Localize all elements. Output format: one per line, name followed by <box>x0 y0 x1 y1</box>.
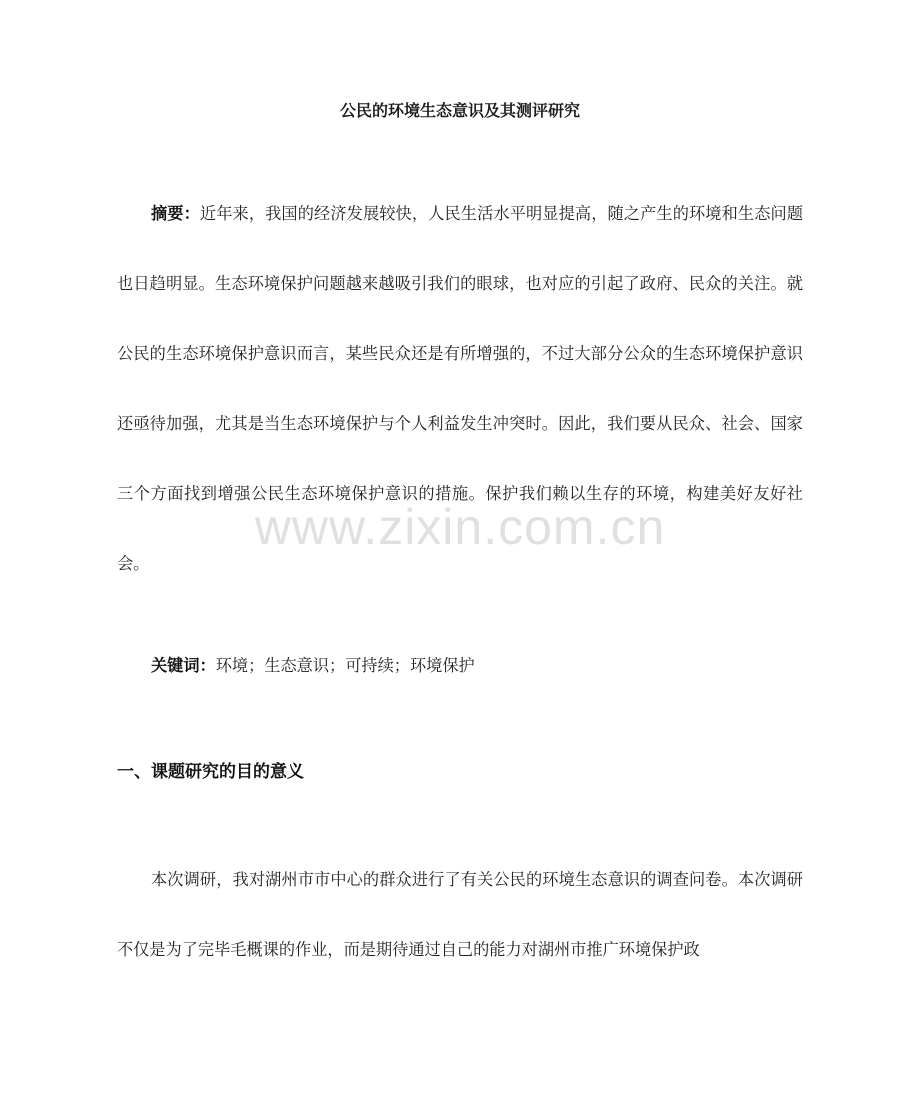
watermark: www.zixin.com.cn <box>254 499 666 555</box>
keywords-label: 关键词： <box>151 656 216 675</box>
abstract-text: 近年来，我国的经济发展较快，人民生活水平明显提高，随之产生的环境和生态问题也日趋明显。生态环境保护问题越来越吸引我们的眼球，也对应的引起了政府、民众的关注。就公民的生态环境保护意识而言，某些民众还是有所增强的，不过大部分公众的生态环境保护意识还亟待加强，尤其是当生态环境保护与个人利益发生冲突时。因此，我们要从民众、社会、国家三个方面找到增强公民生态环境保护意识的措施。保护我们赖以生存的环境，构建美好友好社会。 <box>117 204 804 573</box>
body-paragraph: 本次调研，我对湖州市市中心的群众进行了有关公民的环境生态意识的调查问卷。本次调研不仅是为了完毕毛概课的作业，而是期待通过自己的能力对湖州市推广环境保护政 <box>117 870 803 959</box>
abstract-label: 摘要： <box>151 204 200 223</box>
section-heading: 一、课题研究的目的意义 <box>117 762 304 782</box>
document-title: 公民的环境生态意识及其测评研究 <box>339 101 580 120</box>
keywords-text: 环境；生态意识；可持续；环境保护 <box>215 656 475 675</box>
abstract-paragraph <box>117 179 803 599</box>
keywords-paragraph <box>117 631 803 701</box>
